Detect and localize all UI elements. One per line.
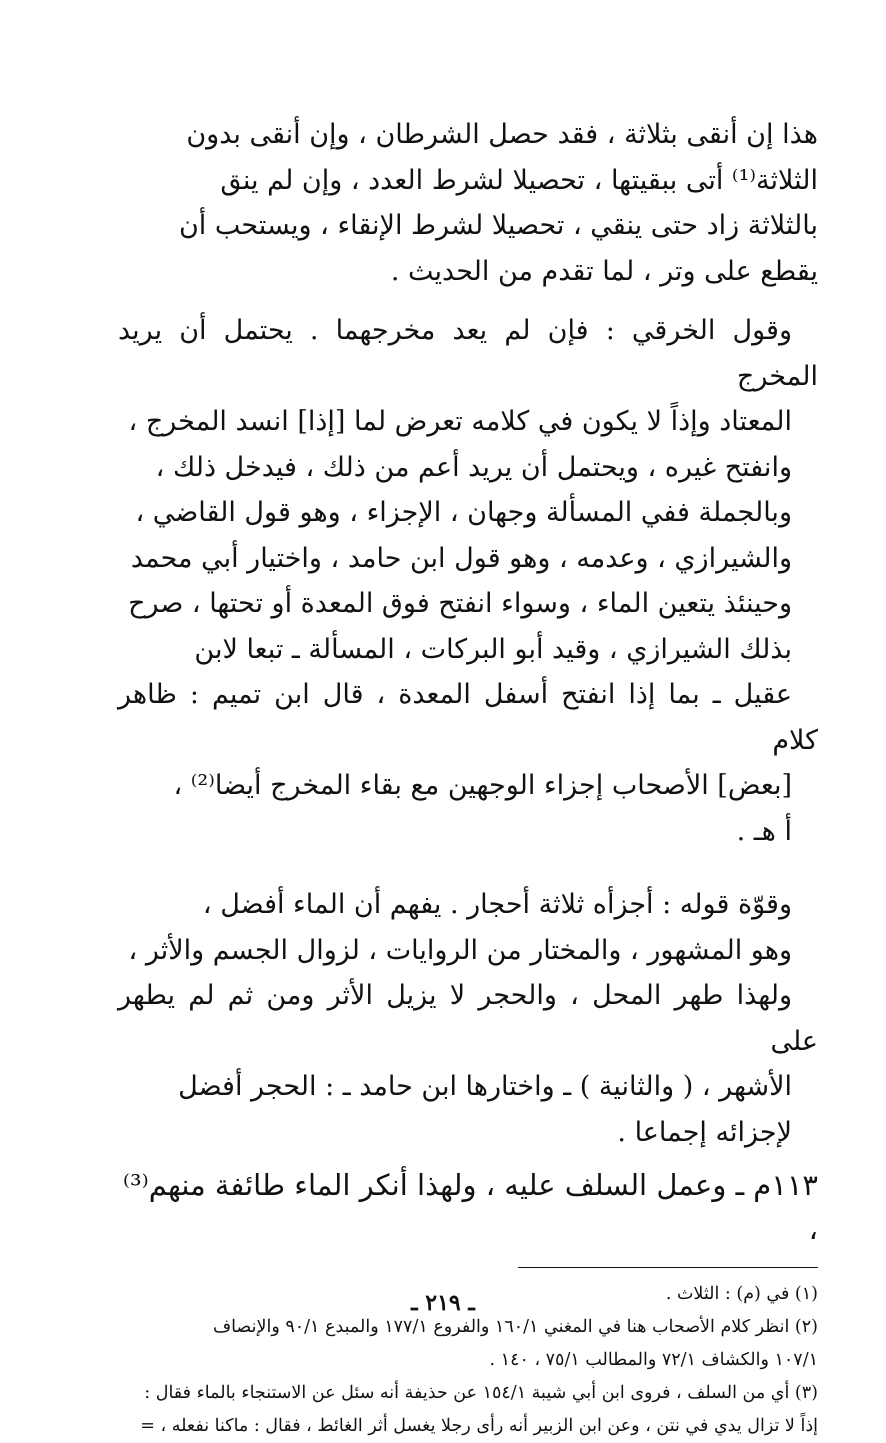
text-line: وحينئذ يتعين الماء ، وسواء انفتح فوق المعدة أو تحتها ، صرح [128,588,792,619]
footnote-line: إذاً لا تزال يدي في نتن ، وعن ابن الزبير أنه رأى رجلا يغسل أثر الغائط ، فقال : ماكنا نفعله ، = [140,1416,818,1436]
text-line: ولهذا طهر المحل ، والحجر لا يزيل الأثر ومن ثم لم يطهر على [118,980,818,1057]
text-line: وهو المشهور ، والمختار من الروايات ، لزوال الجسم والأثر ، [128,934,792,966]
text-line: عقيل ـ بما إذا انفتح أسفل المعدة ، قال ابن تميم : ظاهر كلام [118,679,818,756]
text-line: وبالجملة ففي المسألة وجهان ، الإجزاء ، وهو قول القاضي ، [135,497,792,528]
text-line: بالثلاثة زاد حتى ينقي ، تحصيلا لشرط الإنقاء ، ويستحب أن [178,210,818,241]
text-line: والشيرازي ، وعدمه ، وهو قول ابن حامد ، واختيار أبي محمد [130,542,792,574]
footnote-line: (١) في (م) : الثلاث . [665,1284,818,1304]
text-line: وقوّة قوله : أجزأه ثلاثة أحجار . يفهم أن الماء أفضل ، [202,889,792,920]
text-line: وقول الخرقي : فإن لم يعد مخرجهما . يحتمل أن يريد المخرج [118,315,818,392]
footnote-line: (٣) أي من السلف ، فروى ابن أبي شيبة ١٥٤/١ عن حذيفة أنه سئل عن الاستنجاء بالماء فقال : [144,1383,818,1403]
paragraph-1 [118,112,818,294]
text-line: الأشهر ، ( والثانية ) ـ واختارها ابن حامد ـ : الحجر أفضل [178,1071,792,1102]
text-line: [بعض] الأصحاب إجزاء الوجهين مع بقاء المخرج أيضا⁽²⁾ ، [173,770,792,801]
text-line: يقطع على وتر ، لما تقدم من الحديث . [390,255,818,287]
text-line: لإجزائه إجماعا . [617,1116,792,1148]
footnote-divider [518,1267,818,1268]
text-line: هذا إن أنقى بثلاثة ، فقد حصل الشرطان ، وإن أنقى بدون [186,119,818,150]
page-number: ـ ٢١٩ ـ [411,1290,475,1316]
paragraph-2 [118,308,818,854]
text-line: الثلاثة⁽¹⁾ أتى ببقيتها ، تحصيلا لشرط العدد ، وإن لم ينق [220,164,818,196]
text-line: وانفتح غيره ، ويحتمل أن يريد أعم من ذلك ، فيدخل ذلك ، [155,451,792,483]
page-body [118,112,818,1443]
text-line: أ هـ . [736,815,792,847]
footnote-line: ١٠٧/١ والكشاف ٧٢/١ والمطالب ٧٥/١ ، ١٤٠ . [489,1350,818,1370]
numbered-text-line: ١١٣م ـ وعمل السلف عليه ، ولهذا أنكر الماء طائفة منهم⁽³⁾ ، [122,1168,818,1246]
footnote-line: (٢) انظر كلام الأصحاب هنا في المغني ١٦٠/١ والفروع ١٧٧/١ والمبدع ٩٠/١ والإنصاف [212,1317,818,1337]
paragraph-3 [118,882,818,1155]
text-line: المعتاد وإذاً لا يكون في كلامه تعرض لما [إذا] انسد المخرج ، [128,406,792,437]
text-line: بذلك الشيرازي ، وقيد أبو البركات ، المسألة ـ تبعا لابن [194,633,792,665]
